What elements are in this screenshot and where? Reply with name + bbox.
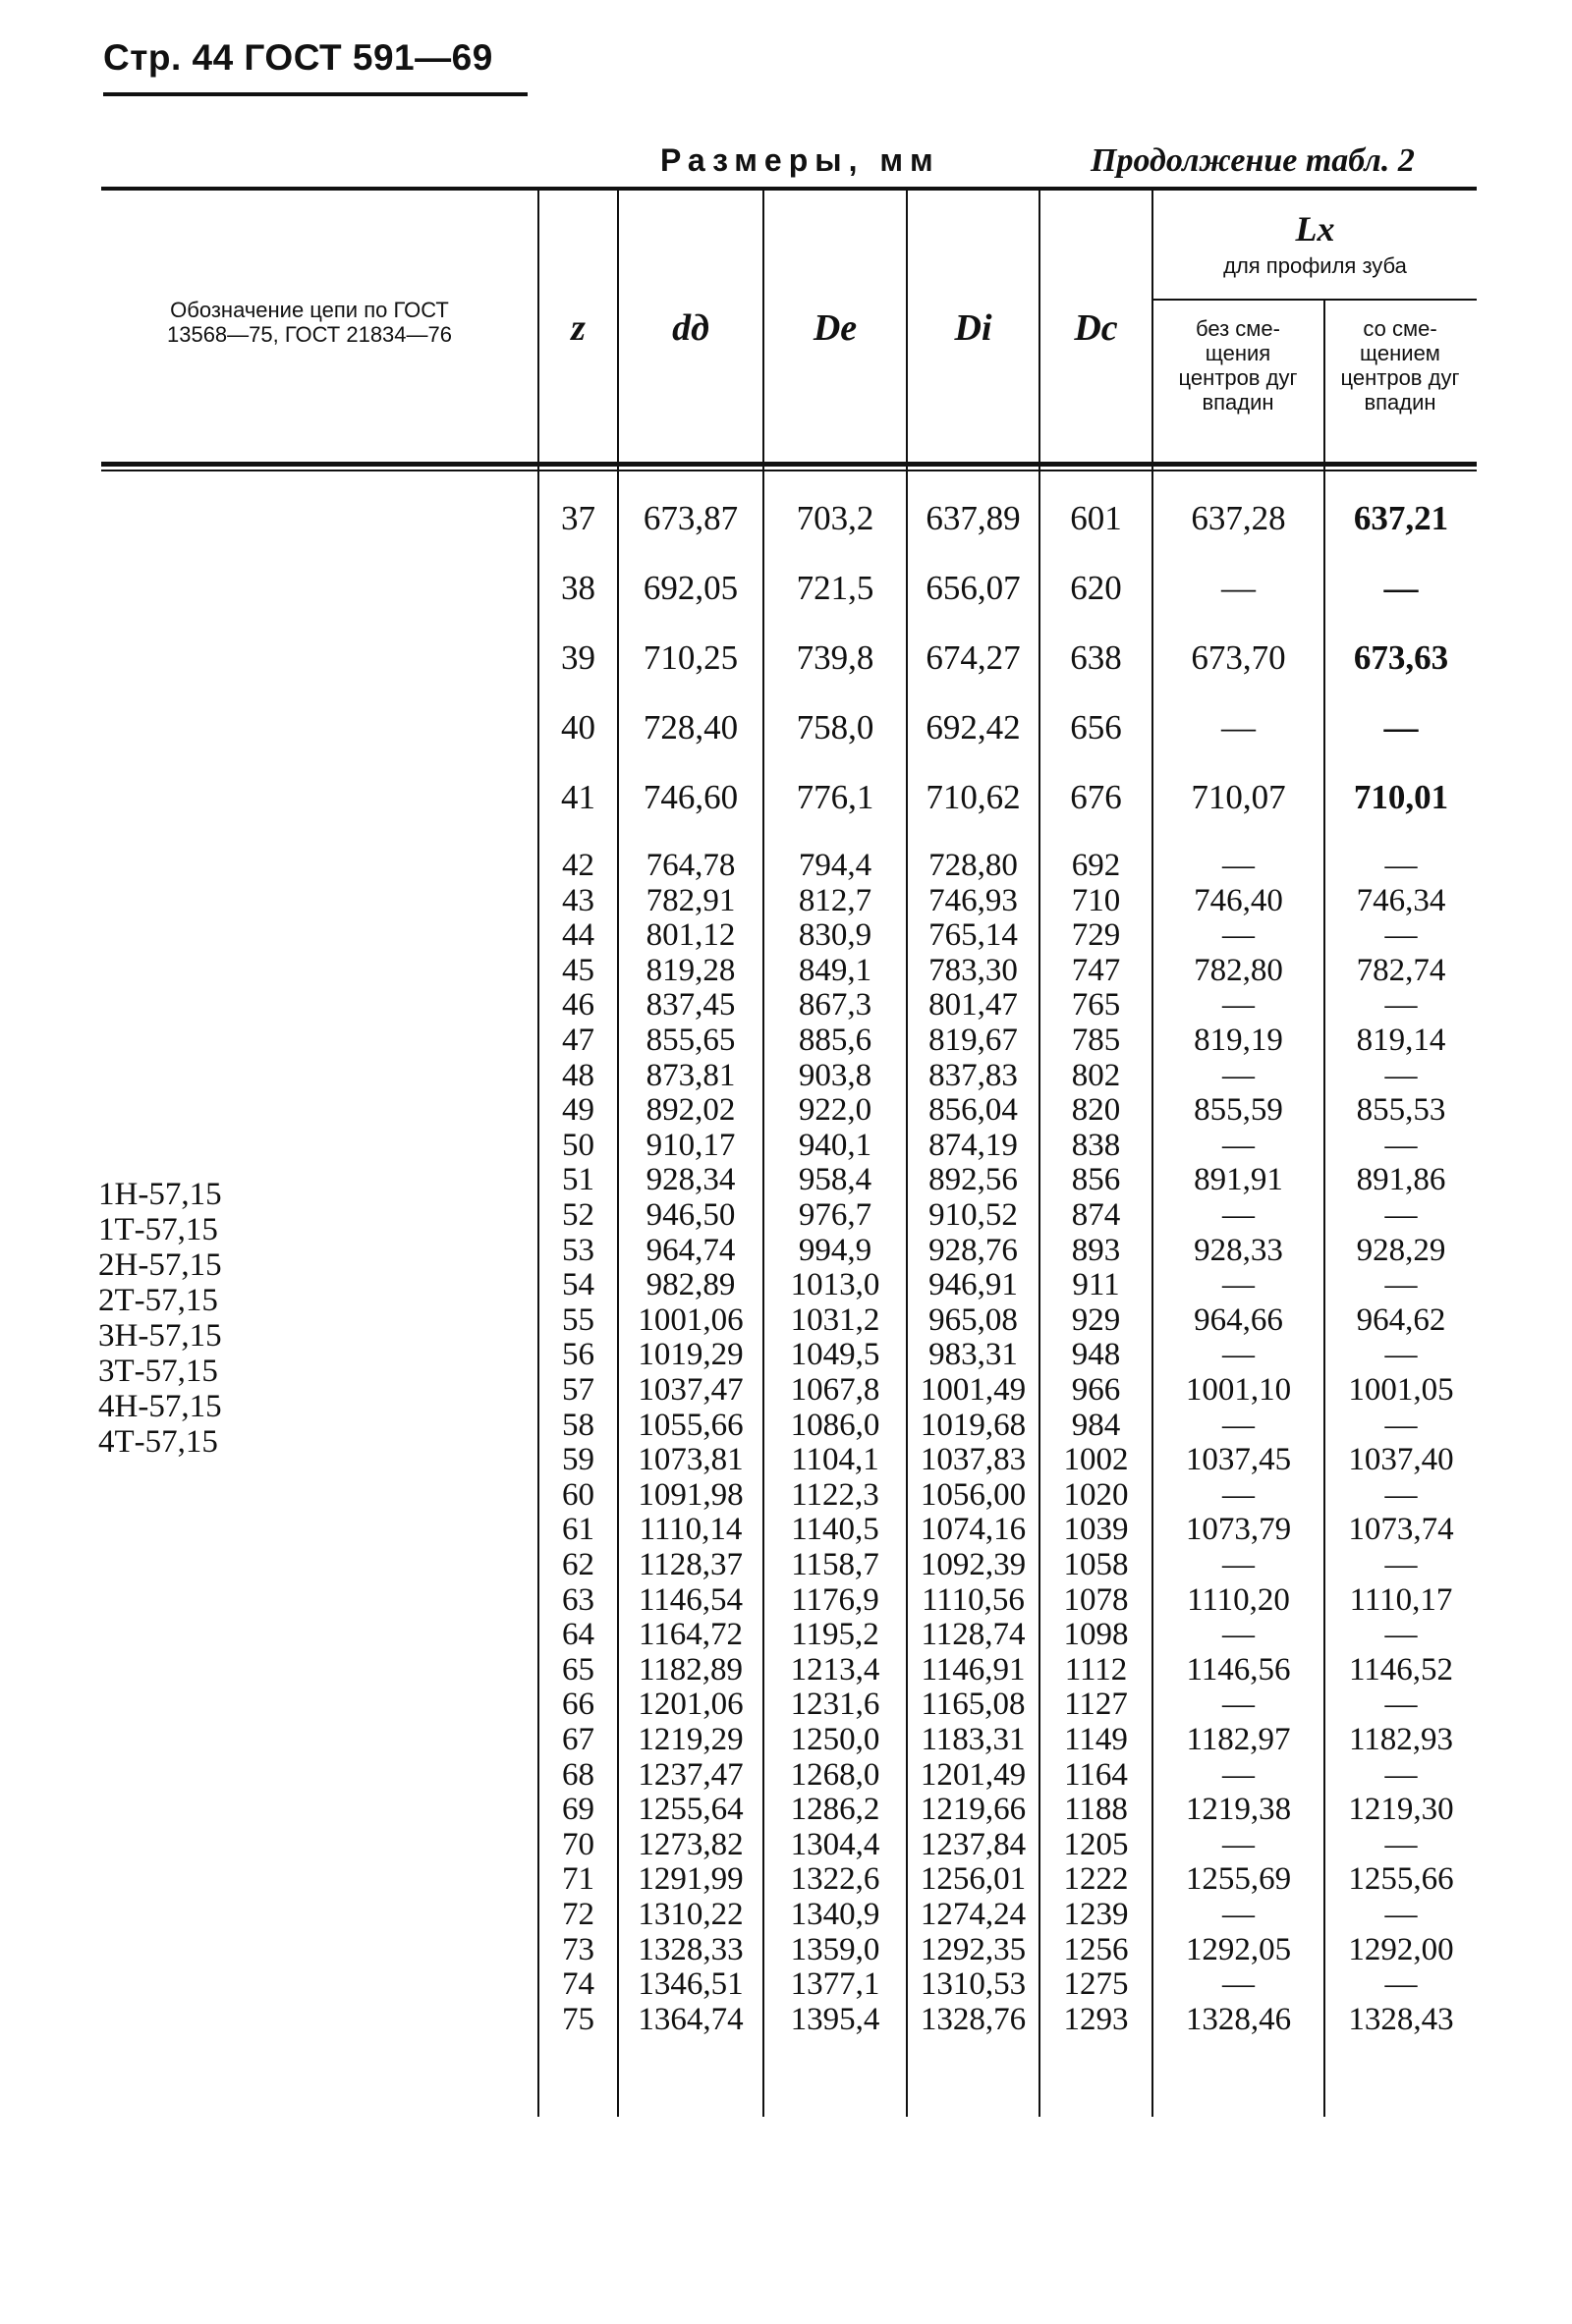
dc-cell: 856 [1071, 1162, 1121, 1198]
dd-cell: 1128,37 [638, 1547, 744, 1582]
dc-cell: 1256 [1063, 1931, 1129, 1967]
z-cell: 42 [562, 848, 594, 883]
page-header: Стр. 44 ГОСТ 591—69 [103, 37, 493, 78]
z-cell: 53 [562, 1232, 594, 1268]
dc-cell: 765 [1071, 987, 1121, 1024]
dc-cell: 785 [1071, 1023, 1121, 1058]
dd-cell: 837,45 [646, 987, 736, 1024]
di-cell: 801,47 [928, 987, 1018, 1024]
lx-no-offset-cell: 673,70 [1191, 638, 1286, 677]
dd-cell: 946,50 [646, 1197, 736, 1233]
lx-offset-cell: — [1384, 1197, 1418, 1233]
dc-cell: 1275 [1063, 1966, 1129, 2003]
lx-offset-cell: 637,21 [1353, 499, 1449, 537]
z-cell: 67 [562, 1722, 594, 1757]
lx-no-offset-cell: — [1222, 1197, 1255, 1233]
dd-cell: 892,02 [646, 1092, 736, 1129]
lx-offset-cell: 1292,00 [1348, 1931, 1454, 1967]
di-cell: 692,42 [926, 708, 1021, 747]
lx-offset-cell: 964,62 [1356, 1301, 1446, 1338]
lx-offset-cell: — [1384, 1057, 1418, 1093]
chain-designation-list [98, 1177, 222, 1460]
de-cell: 1195,2 [791, 1617, 879, 1653]
z-cell: 51 [562, 1162, 594, 1198]
lx-offset-cell: 891,86 [1356, 1162, 1446, 1198]
lx-offset-cell: 819,14 [1356, 1023, 1446, 1058]
header-bottom-rule-thin [101, 470, 1477, 471]
dc-cell: 874 [1071, 1197, 1121, 1233]
de-cell: 903,8 [798, 1057, 872, 1093]
di-cell: 1292,35 [920, 1931, 1027, 1967]
lx-no-offset-cell: — [1222, 1617, 1255, 1653]
dd-cell: 673,87 [643, 499, 739, 537]
lx-no-offset-header: без сме- щения центров дуг впадин [1178, 316, 1298, 415]
dd-cell: 1328,33 [638, 1931, 744, 1967]
lx-no-offset-cell: — [1222, 1476, 1255, 1513]
z-cell: 66 [562, 1687, 594, 1723]
lx-offset-cell: — [1384, 1476, 1418, 1513]
di-cell: 656,07 [926, 569, 1021, 607]
dd-cell: 1237,47 [638, 1756, 744, 1793]
di-cell: 892,56 [928, 1162, 1018, 1198]
di-cell: 1256,01 [920, 1861, 1027, 1898]
lx-no-offset-cell: 928,33 [1194, 1232, 1283, 1268]
lx-offset-cell: 746,34 [1356, 882, 1446, 918]
lx-no-offset-cell: 1255,69 [1185, 1861, 1292, 1898]
z-cell: 62 [562, 1547, 594, 1582]
lx-no-offset-cell: 782,80 [1194, 952, 1283, 988]
lx-offset-cell: 1255,66 [1348, 1861, 1454, 1898]
di-cell: 1146,91 [921, 1651, 1026, 1688]
de-cell: 1158,7 [791, 1547, 879, 1582]
chain-designation: 1Н-57,15 [98, 1177, 222, 1212]
de-cell: 776,1 [796, 778, 874, 816]
dd-cell: 710,25 [643, 638, 739, 677]
lx-no-offset-cell: 637,28 [1191, 499, 1286, 537]
lx-no-offset-cell: 891,91 [1194, 1162, 1283, 1198]
dc-cell: 1058 [1063, 1547, 1129, 1582]
lx-offset-cell: 1328,43 [1348, 2001, 1454, 2037]
di-cell: 1001,49 [920, 1372, 1027, 1408]
dd-cell: 1364,74 [638, 2001, 744, 2037]
table-top-rule [101, 187, 1477, 191]
lx-no-offset-cell: 855,59 [1194, 1092, 1283, 1129]
di-cell: 783,30 [928, 952, 1018, 988]
dd-column-header: dд [672, 307, 709, 349]
lx-no-offset-cell: 964,66 [1194, 1301, 1283, 1338]
z-cell: 60 [562, 1476, 594, 1513]
de-cell: 994,9 [798, 1232, 872, 1268]
z-cell: 54 [562, 1267, 594, 1303]
di-cell: 1201,49 [920, 1756, 1027, 1793]
z-cell: 75 [562, 2001, 594, 2037]
de-cell: 1104,1 [791, 1442, 879, 1478]
de-cell: 1340,9 [790, 1897, 880, 1932]
di-cell: 637,89 [926, 499, 1021, 537]
lx-no-offset-cell: — [1221, 569, 1256, 607]
lx-no-offset-cell: 1146,56 [1186, 1651, 1291, 1688]
lx-offset-cell: — [1384, 1897, 1418, 1932]
z-cell: 70 [562, 1826, 594, 1862]
dc-cell: 948 [1071, 1337, 1121, 1373]
dc-cell: 710 [1071, 882, 1121, 918]
dd-cell: 1037,47 [638, 1372, 744, 1408]
dd-cell: 1164,72 [638, 1617, 744, 1653]
z-cell: 58 [562, 1407, 594, 1443]
dc-cell: 1149 [1064, 1722, 1128, 1757]
de-cell: 1304,4 [790, 1826, 880, 1862]
dd-cell: 1182,89 [638, 1651, 744, 1688]
de-cell: 922,0 [798, 1092, 872, 1129]
chain-designation: 4Н-57,15 [98, 1389, 222, 1424]
lx-no-offset-cell: — [1222, 1267, 1255, 1303]
lx-offset-cell: 782,74 [1356, 952, 1446, 988]
dd-cell: 1201,06 [638, 1687, 744, 1723]
dc-cell: 676 [1070, 778, 1122, 816]
lx-offset-cell: 928,29 [1356, 1232, 1446, 1268]
de-cell: 1268,0 [790, 1756, 880, 1793]
di-cell: 946,91 [928, 1267, 1018, 1303]
lx-no-offset-cell: — [1222, 1127, 1255, 1163]
lx-no-offset-cell: — [1222, 1756, 1255, 1793]
dc-cell: 820 [1071, 1092, 1121, 1129]
lx-no-offset-cell: — [1222, 1966, 1255, 2003]
z-cell: 64 [562, 1617, 594, 1653]
lx-no-offset-cell: — [1222, 987, 1255, 1024]
de-cell: 1250,0 [790, 1722, 880, 1757]
de-cell: 867,3 [798, 987, 872, 1024]
z-cell: 65 [562, 1651, 594, 1688]
lx-offset-cell: — [1383, 569, 1419, 607]
lx-offset-cell: — [1384, 1547, 1418, 1582]
table-continuation-label: Продолжение табл. 2 [1091, 142, 1415, 179]
z-cell: 59 [562, 1442, 594, 1478]
dd-cell: 928,34 [646, 1162, 736, 1198]
di-cell: 1219,66 [920, 1792, 1027, 1828]
z-cell: 40 [561, 708, 595, 747]
dc-cell: 1078 [1063, 1581, 1129, 1618]
di-cell: 1237,84 [920, 1826, 1027, 1862]
dd-cell: 910,17 [646, 1127, 736, 1163]
dc-cell: 1112 [1064, 1651, 1128, 1688]
dc-cell: 729 [1071, 917, 1121, 954]
lx-offset-cell: 1146,52 [1348, 1651, 1454, 1688]
dc-cell: 1098 [1063, 1617, 1129, 1653]
de-column-header: De [813, 307, 858, 349]
di-cell: 910,52 [928, 1197, 1018, 1233]
de-cell: 1122,3 [791, 1476, 879, 1513]
dd-cell: 801,12 [646, 917, 736, 954]
di-cell: 728,80 [928, 848, 1018, 883]
de-cell: 1359,0 [790, 1931, 880, 1967]
di-cell: 1037,83 [920, 1442, 1027, 1478]
dd-cell: 873,81 [646, 1057, 736, 1093]
dc-cell: 1020 [1063, 1476, 1129, 1513]
de-cell: 885,6 [798, 1023, 872, 1058]
lx-no-offset-cell: — [1222, 1547, 1255, 1582]
lx-offset-header: со сме- щением центров дуг впадин [1340, 316, 1460, 415]
z-cell: 45 [562, 952, 594, 988]
dd-cell: 1219,29 [638, 1722, 744, 1757]
lx-no-offset-cell: 1182,97 [1186, 1722, 1291, 1757]
lx-no-offset-cell: — [1221, 708, 1256, 747]
z-cell: 49 [562, 1092, 594, 1129]
de-cell: 794,4 [798, 848, 872, 883]
lx-no-offset-cell: 710,07 [1191, 778, 1286, 816]
dd-cell: 819,28 [646, 952, 736, 988]
de-cell: 1322,6 [790, 1861, 880, 1898]
di-cell: 874,19 [928, 1127, 1018, 1163]
lx-offset-cell: — [1384, 1756, 1418, 1793]
lx-no-offset-cell: — [1222, 1687, 1255, 1723]
dd-cell: 1073,81 [638, 1442, 744, 1478]
z-cell: 46 [562, 987, 594, 1024]
dc-cell: 1222 [1063, 1861, 1129, 1898]
lx-no-offset-cell: — [1222, 1407, 1255, 1443]
lx-offset-cell: 673,63 [1353, 638, 1449, 677]
dc-cell: 1205 [1063, 1826, 1129, 1862]
di-cell: 965,08 [928, 1301, 1018, 1338]
dc-cell: 1188 [1064, 1792, 1128, 1828]
di-cell: 710,62 [926, 778, 1021, 816]
lx-offset-cell: — [1384, 1617, 1418, 1653]
lx-offset-cell: 1219,30 [1348, 1792, 1454, 1828]
z-cell: 72 [562, 1897, 594, 1932]
dd-cell: 964,74 [646, 1232, 736, 1268]
lx-no-offset-cell: 746,40 [1194, 882, 1283, 918]
di-cell: 1110,56 [922, 1581, 1025, 1618]
dc-cell: 747 [1071, 952, 1121, 988]
dd-cell: 1291,99 [638, 1861, 744, 1898]
dd-cell: 855,65 [646, 1023, 736, 1058]
z-cell: 71 [562, 1861, 594, 1898]
dc-cell: 1039 [1063, 1512, 1129, 1548]
z-cell: 69 [562, 1792, 594, 1828]
lx-offset-cell: 710,01 [1353, 778, 1449, 816]
di-cell: 856,04 [928, 1092, 1018, 1129]
di-cell: 819,67 [928, 1023, 1018, 1058]
lx-offset-cell: 855,53 [1356, 1092, 1446, 1129]
lx-no-offset-cell: — [1222, 1057, 1255, 1093]
lx-offset-cell: 1182,93 [1348, 1722, 1454, 1757]
designation-column-header: Обозначение цепи по ГОСТ 13568—75, ГОСТ 21834—76 [166, 298, 453, 347]
di-cell: 674,27 [926, 638, 1021, 677]
lx-no-offset-cell: — [1222, 1337, 1255, 1373]
di-cell: 1310,53 [920, 1966, 1027, 2003]
lx-no-offset-cell: 1328,46 [1185, 2001, 1292, 2037]
dc-cell: 1002 [1063, 1442, 1129, 1478]
di-cell: 1074,16 [920, 1512, 1027, 1548]
dc-cell: 802 [1071, 1057, 1121, 1093]
lx-offset-cell: 1001,05 [1348, 1372, 1454, 1408]
header-bottom-rule [101, 462, 1477, 467]
lx-no-offset-cell: — [1222, 1897, 1255, 1932]
lx-no-offset-cell: 1292,05 [1185, 1931, 1292, 1967]
z-column-header: z [571, 307, 586, 349]
lx-offset-cell: — [1384, 1407, 1418, 1443]
dd-cell: 1146,54 [638, 1581, 744, 1618]
lx-offset-cell: 1073,74 [1348, 1512, 1454, 1548]
dd-cell: 764,78 [646, 848, 736, 883]
lx-offset-cell: — [1384, 917, 1418, 954]
de-cell: 1031,2 [790, 1301, 880, 1338]
z-cell: 43 [562, 882, 594, 918]
lx-offset-cell: — [1384, 1966, 1418, 2003]
z-cell: 63 [562, 1581, 594, 1618]
chain-designation: 2Н-57,15 [98, 1247, 222, 1283]
lx-column-header: Lx [1295, 209, 1335, 249]
dc-cell: 1164 [1064, 1756, 1128, 1793]
di-cell: 1056,00 [920, 1476, 1027, 1513]
di-cell: 1019,68 [920, 1407, 1027, 1443]
lx-no-offset-cell: — [1222, 848, 1255, 883]
z-cell: 47 [562, 1023, 594, 1058]
lx-offset-cell: 1037,40 [1348, 1442, 1454, 1478]
di-cell: 837,83 [928, 1057, 1018, 1093]
dd-cell: 1255,64 [638, 1792, 744, 1828]
dc-column-header: Dc [1074, 307, 1118, 349]
lx-no-offset-cell: 1073,79 [1185, 1512, 1292, 1548]
de-cell: 703,2 [796, 499, 874, 537]
de-cell: 849,1 [798, 952, 872, 988]
di-cell: 1165,08 [921, 1687, 1026, 1723]
chain-designation: 3Т-57,15 [98, 1354, 218, 1389]
dc-cell: 838 [1071, 1127, 1121, 1163]
de-cell: 812,7 [798, 882, 872, 918]
chain-designation: 4Т-57,15 [98, 1424, 218, 1460]
de-cell: 1067,8 [790, 1372, 880, 1408]
z-cell: 68 [562, 1756, 594, 1793]
lx-no-offset-cell: 1001,10 [1185, 1372, 1292, 1408]
lx-no-offset-cell: — [1222, 1826, 1255, 1862]
de-cell: 1286,2 [790, 1792, 880, 1828]
di-cell: 1128,74 [921, 1617, 1026, 1653]
z-cell: 39 [561, 638, 595, 677]
dd-cell: 1055,66 [638, 1407, 744, 1443]
de-cell: 1395,4 [790, 2001, 880, 2037]
de-cell: 976,7 [798, 1197, 872, 1233]
di-column-header: Di [954, 307, 992, 349]
dd-cell: 782,91 [646, 882, 736, 918]
dc-cell: 692 [1071, 848, 1121, 883]
di-cell: 983,31 [928, 1337, 1018, 1373]
de-cell: 1086,0 [790, 1407, 880, 1443]
di-cell: 1092,39 [920, 1547, 1027, 1582]
chain-designation: 3Н-57,15 [98, 1318, 222, 1354]
table-caption: Размеры, мм [660, 142, 940, 178]
di-cell: 1274,24 [920, 1897, 1027, 1932]
de-cell: 758,0 [796, 708, 874, 747]
dd-cell: 1310,22 [638, 1897, 744, 1932]
lx-offset-cell: — [1384, 1267, 1418, 1303]
dc-cell: 620 [1070, 569, 1122, 607]
dd-cell: 1110,14 [639, 1512, 743, 1548]
dc-cell: 601 [1070, 499, 1122, 537]
di-cell: 746,93 [928, 882, 1018, 918]
z-cell: 37 [561, 499, 595, 537]
di-cell: 928,76 [928, 1232, 1018, 1268]
lx-no-offset-cell: 819,19 [1194, 1023, 1283, 1058]
de-cell: 940,1 [798, 1127, 872, 1163]
z-cell: 55 [562, 1301, 594, 1338]
chain-designation: 1Т-57,15 [98, 1212, 218, 1247]
dd-cell: 692,05 [643, 569, 739, 607]
lx-profile-caption: для профиля зуба [1223, 253, 1407, 278]
lx-offset-cell: — [1384, 848, 1418, 883]
dc-cell: 1293 [1063, 2001, 1129, 2037]
di-cell: 765,14 [928, 917, 1018, 954]
de-cell: 1176,9 [791, 1581, 879, 1618]
lx-offset-cell: — [1384, 1687, 1418, 1723]
dd-cell: 1273,82 [638, 1826, 744, 1862]
lx-no-offset-cell: — [1222, 917, 1255, 954]
z-cell: 57 [562, 1372, 594, 1408]
dd-cell: 1019,29 [638, 1337, 744, 1373]
lx-offset-cell: — [1384, 1826, 1418, 1862]
lx-subheader-rule [1151, 299, 1477, 301]
de-cell: 1213,4 [790, 1651, 880, 1688]
dd-cell: 982,89 [646, 1267, 736, 1303]
lx-offset-cell: — [1383, 708, 1419, 747]
dc-cell: 656 [1070, 708, 1122, 747]
dd-cell: 746,60 [643, 778, 739, 816]
dc-cell: 1127 [1064, 1687, 1128, 1723]
lx-offset-cell: 1110,17 [1349, 1581, 1453, 1618]
z-cell: 44 [562, 917, 594, 954]
de-cell: 1231,6 [790, 1687, 880, 1723]
dc-cell: 638 [1070, 638, 1122, 677]
de-cell: 739,8 [796, 638, 874, 677]
chain-designation: 2Т-57,15 [98, 1283, 218, 1318]
lx-offset-cell: — [1384, 1337, 1418, 1373]
de-cell: 1377,1 [790, 1966, 880, 2003]
dc-cell: 929 [1071, 1301, 1121, 1338]
de-cell: 721,5 [796, 569, 874, 607]
lx-no-offset-cell: 1110,20 [1187, 1581, 1290, 1618]
lx-no-offset-cell: 1037,45 [1185, 1442, 1292, 1478]
z-cell: 73 [562, 1931, 594, 1967]
dd-cell: 728,40 [643, 708, 739, 747]
dc-cell: 911 [1072, 1267, 1120, 1303]
dc-cell: 1239 [1063, 1897, 1129, 1932]
z-cell: 52 [562, 1197, 594, 1233]
de-cell: 1140,5 [791, 1512, 879, 1548]
z-cell: 38 [561, 569, 595, 607]
lx-no-offset-cell: 1219,38 [1185, 1792, 1292, 1828]
z-cell: 61 [562, 1512, 594, 1548]
z-cell: 74 [562, 1966, 594, 2003]
lx-offset-cell: — [1384, 1127, 1418, 1163]
z-cell: 41 [561, 778, 595, 816]
dd-cell: 1346,51 [638, 1966, 744, 2003]
de-cell: 1013,0 [790, 1267, 880, 1303]
dc-cell: 984 [1071, 1407, 1121, 1443]
z-cell: 48 [562, 1057, 594, 1093]
dc-cell: 966 [1071, 1372, 1121, 1408]
dd-cell: 1091,98 [638, 1476, 744, 1513]
dc-cell: 893 [1071, 1232, 1121, 1268]
z-cell: 50 [562, 1127, 594, 1163]
di-cell: 1183,31 [921, 1722, 1026, 1757]
de-cell: 958,4 [798, 1162, 872, 1198]
lx-offset-cell: — [1384, 987, 1418, 1024]
dd-cell: 1001,06 [638, 1301, 744, 1338]
di-cell: 1328,76 [920, 2001, 1027, 2037]
de-cell: 1049,5 [790, 1337, 880, 1373]
z-cell: 56 [562, 1337, 594, 1373]
de-cell: 830,9 [798, 917, 872, 954]
